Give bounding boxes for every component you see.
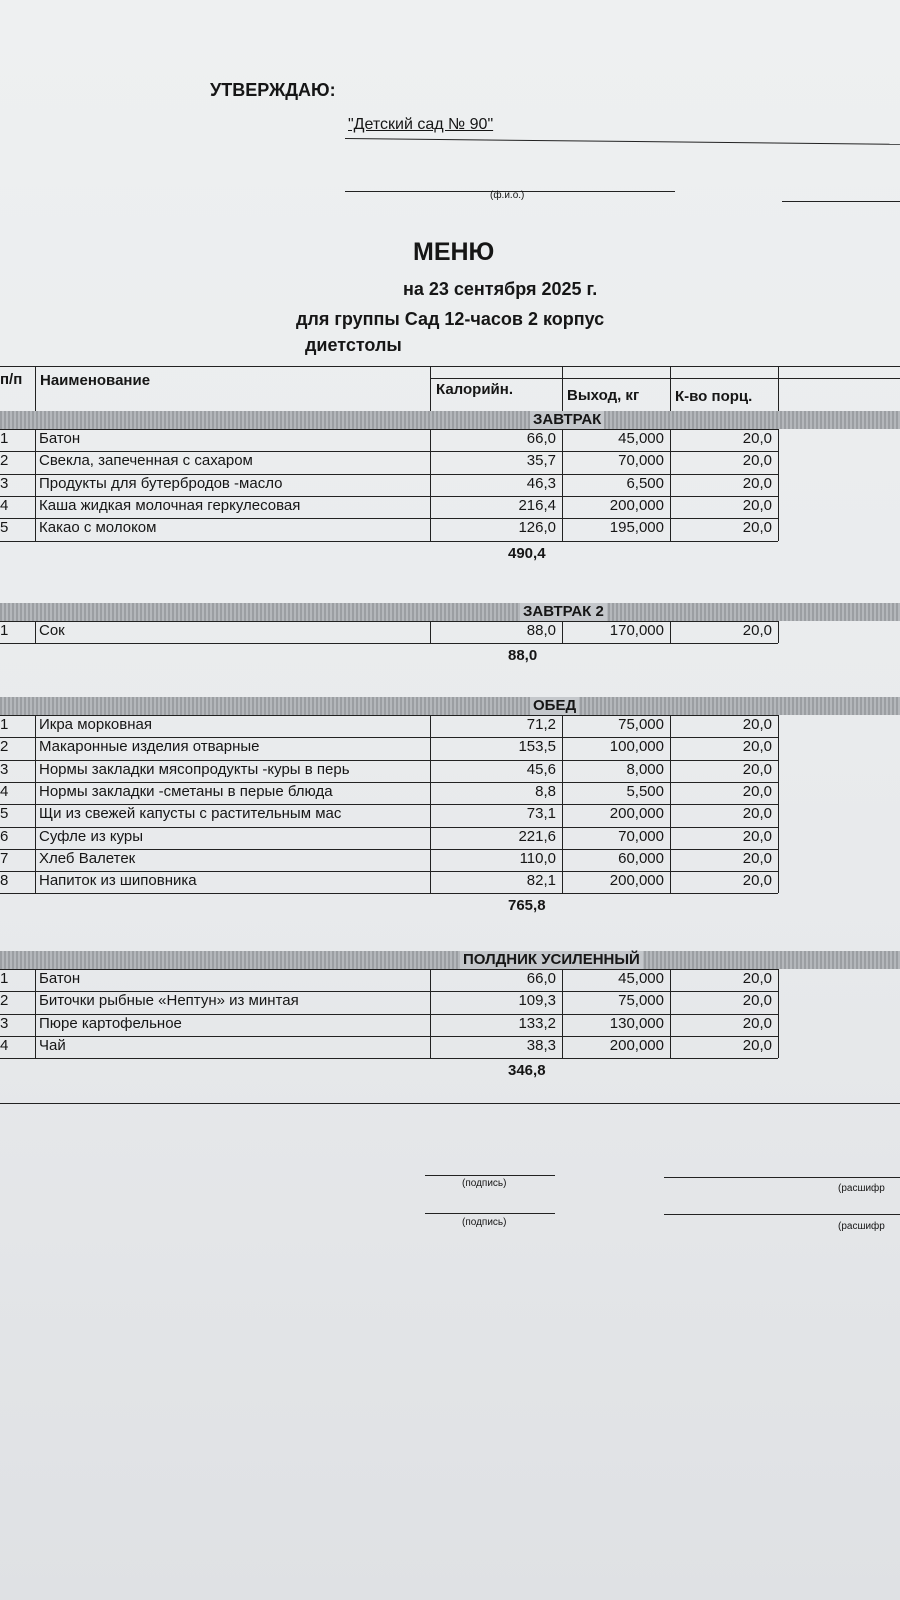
dish-name: Какао с молоком bbox=[39, 519, 157, 537]
row-number: 3 bbox=[0, 1014, 9, 1032]
dish-name: Макаронные изделия отварные bbox=[39, 738, 260, 756]
section-total-calories: 490,4 bbox=[508, 544, 546, 562]
dish-portions: 20,0 bbox=[742, 519, 772, 537]
signature-caption-1: (подпись) bbox=[462, 1178, 507, 1189]
dish-calories: 38,3 bbox=[526, 1036, 556, 1054]
dish-name: Биточки рыбные «Нептун» из минтая bbox=[39, 992, 299, 1010]
decode-line-1 bbox=[664, 1177, 900, 1178]
dish-portions: 20,0 bbox=[742, 970, 772, 987]
dish-name: Продукты для бутербродов -масло bbox=[39, 474, 283, 492]
col-divider bbox=[778, 969, 779, 1058]
dish-name: Каша жидкая молочная геркулесовая bbox=[39, 496, 301, 514]
dish-calories: 46,3 bbox=[526, 474, 556, 492]
header-num: п/п bbox=[0, 371, 23, 388]
section-title: ПОЛДНИК УСИЛЕННЫЙ bbox=[460, 951, 643, 969]
row-number: 4 bbox=[0, 782, 9, 800]
page-title: МЕНЮ bbox=[413, 238, 495, 266]
row-number: 1 bbox=[0, 622, 9, 639]
dish-portions: 20,0 bbox=[742, 849, 772, 867]
dish-portions: 20,0 bbox=[742, 782, 772, 800]
dish-portions: 20,0 bbox=[742, 496, 772, 514]
col-divider bbox=[778, 715, 779, 893]
dish-yield: 195,000 bbox=[609, 519, 664, 537]
dish-portions: 20,0 bbox=[742, 474, 772, 492]
dish-calories: 66,0 bbox=[526, 430, 556, 447]
dish-calories: 35,7 bbox=[526, 452, 556, 470]
dish-name: Нормы закладки -сметаны в перые блюда bbox=[39, 782, 333, 800]
section-title: ОБЕД bbox=[530, 697, 579, 715]
header-name: Наименование bbox=[40, 372, 151, 389]
dish-yield: 70,000 bbox=[618, 452, 664, 470]
decode-caption-2: (расшифр bbox=[838, 1221, 885, 1232]
section-band bbox=[0, 697, 900, 715]
dish-calories: 133,2 bbox=[518, 1014, 556, 1032]
table-top-border bbox=[0, 366, 900, 367]
row-number: 1 bbox=[0, 716, 9, 733]
dish-calories: 88,0 bbox=[526, 622, 556, 639]
dish-yield: 45,000 bbox=[618, 430, 664, 447]
header-col-divider bbox=[35, 366, 36, 411]
organization-name: "Детский сад № 90" bbox=[348, 116, 494, 133]
row-number: 2 bbox=[0, 738, 9, 756]
section-band bbox=[0, 603, 900, 621]
dish-portions: 20,0 bbox=[742, 622, 772, 639]
row-number: 5 bbox=[0, 805, 9, 823]
signature-line-2 bbox=[425, 1213, 555, 1214]
dish-name: Суфле из куры bbox=[39, 827, 144, 845]
dish-yield: 200,000 bbox=[609, 805, 664, 823]
row-border bbox=[0, 643, 778, 644]
signature-line-1 bbox=[425, 1175, 555, 1176]
dish-name: Икра морковная bbox=[39, 716, 152, 733]
dish-yield: 100,000 bbox=[609, 738, 664, 756]
dish-portions: 20,0 bbox=[742, 805, 772, 823]
dish-calories: 71,2 bbox=[526, 716, 556, 733]
dish-name: Чай bbox=[39, 1036, 66, 1054]
header-sub-border bbox=[430, 378, 900, 379]
fio-caption: (ф.и.о.) bbox=[490, 190, 525, 201]
row-number: 1 bbox=[0, 430, 9, 447]
header-calories: Калорийн. bbox=[436, 381, 514, 398]
header-portions: К-во порц. bbox=[675, 388, 753, 405]
signature-caption-2: (подпись) bbox=[462, 1217, 507, 1228]
col-divider bbox=[35, 715, 36, 893]
dish-portions: 20,0 bbox=[742, 760, 772, 778]
section-title: ЗАВТРАК bbox=[530, 411, 604, 429]
dish-yield: 200,000 bbox=[609, 496, 664, 514]
row-number: 1 bbox=[0, 970, 9, 987]
row-number: 2 bbox=[0, 452, 9, 470]
col-divider bbox=[35, 621, 36, 643]
dish-yield: 170,000 bbox=[609, 622, 664, 639]
dish-calories: 216,4 bbox=[518, 496, 556, 514]
dish-portions: 20,0 bbox=[742, 716, 772, 733]
row-number: 3 bbox=[0, 474, 9, 492]
dish-yield: 200,000 bbox=[609, 1036, 664, 1054]
dish-portions: 20,0 bbox=[742, 827, 772, 845]
dish-yield: 6,500 bbox=[626, 474, 664, 492]
dish-name: Пюре картофельное bbox=[39, 1014, 182, 1032]
dish-yield: 200,000 bbox=[609, 872, 664, 890]
header-col-divider bbox=[670, 366, 671, 411]
col-divider bbox=[35, 429, 36, 541]
section-total-calories: 346,8 bbox=[508, 1062, 546, 1080]
row-border bbox=[0, 893, 778, 894]
menu-date: на 23 сентября 2025 г. bbox=[403, 279, 598, 299]
section-band bbox=[0, 951, 900, 969]
dish-calories: 153,5 bbox=[518, 738, 556, 756]
row-border bbox=[0, 1058, 778, 1059]
dish-calories: 126,0 bbox=[518, 519, 556, 537]
row-number: 4 bbox=[0, 496, 9, 514]
col-divider bbox=[778, 429, 779, 541]
col-divider bbox=[778, 621, 779, 643]
dish-calories: 221,6 bbox=[518, 827, 556, 845]
header-col-divider bbox=[778, 366, 779, 411]
dish-yield: 70,000 bbox=[618, 827, 664, 845]
section-total-calories: 765,8 bbox=[508, 897, 546, 915]
col-divider bbox=[35, 969, 36, 1058]
dish-portions: 20,0 bbox=[742, 992, 772, 1010]
dish-yield: 5,500 bbox=[626, 782, 664, 800]
dish-calories: 8,8 bbox=[535, 782, 556, 800]
header-col-divider bbox=[562, 366, 563, 411]
header-yield: Выход, кг bbox=[567, 387, 640, 404]
section-total-calories: 88,0 bbox=[508, 647, 538, 665]
table-bottom-border bbox=[0, 1103, 900, 1104]
dish-calories: 82,1 bbox=[526, 872, 556, 890]
dish-name: Свекла, запеченная с сахаром bbox=[39, 452, 253, 470]
row-border bbox=[0, 541, 778, 542]
dish-calories: 45,6 bbox=[526, 760, 556, 778]
row-number: 5 bbox=[0, 519, 9, 537]
dish-yield: 75,000 bbox=[618, 992, 664, 1010]
dish-yield: 130,000 bbox=[609, 1014, 664, 1032]
dish-name: Батон bbox=[39, 430, 81, 447]
dish-calories: 110,0 bbox=[519, 849, 556, 867]
row-number: 8 bbox=[0, 872, 9, 890]
dish-name: Щи из свежей капусты с растительным мас bbox=[39, 805, 342, 823]
row-number: 7 bbox=[0, 849, 9, 867]
row-number: 4 bbox=[0, 1036, 9, 1054]
approve-label: УТВЕРЖДАЮ: bbox=[210, 80, 336, 100]
dish-calories: 66,0 bbox=[526, 970, 556, 987]
dish-yield: 60,000 bbox=[618, 849, 664, 867]
menu-diet: диетстолы bbox=[305, 335, 402, 355]
dish-yield: 8,000 bbox=[626, 760, 664, 778]
dish-name: Сок bbox=[39, 622, 65, 639]
dish-portions: 20,0 bbox=[742, 452, 772, 470]
row-number: 6 bbox=[0, 827, 9, 845]
dish-portions: 20,0 bbox=[742, 738, 772, 756]
dish-yield: 45,000 bbox=[618, 970, 664, 987]
header-col-divider bbox=[430, 366, 431, 411]
dish-name: Хлеб Валетек bbox=[39, 849, 136, 867]
dish-portions: 20,0 bbox=[742, 1014, 772, 1032]
dish-name: Напиток из шиповника bbox=[39, 872, 197, 890]
row-number: 2 bbox=[0, 992, 9, 1010]
decode-line-2 bbox=[664, 1214, 900, 1215]
dish-calories: 109,3 bbox=[518, 992, 556, 1010]
section-title: ЗАВТРАК 2 bbox=[520, 603, 607, 621]
section-band bbox=[0, 411, 900, 429]
dish-portions: 20,0 bbox=[742, 430, 772, 447]
dish-yield: 75,000 bbox=[618, 716, 664, 733]
dish-calories: 73,1 bbox=[526, 805, 556, 823]
decode-caption-1: (расшифр bbox=[838, 1183, 885, 1194]
dish-portions: 20,0 bbox=[742, 872, 772, 890]
dish-name: Нормы закладки мясопродукты -куры в перь bbox=[39, 760, 350, 778]
menu-group: для группы Сад 12-часов 2 корпус bbox=[296, 309, 605, 329]
dish-name: Батон bbox=[39, 970, 81, 987]
dish-portions: 20,0 bbox=[742, 1036, 772, 1054]
row-number: 3 bbox=[0, 760, 9, 778]
